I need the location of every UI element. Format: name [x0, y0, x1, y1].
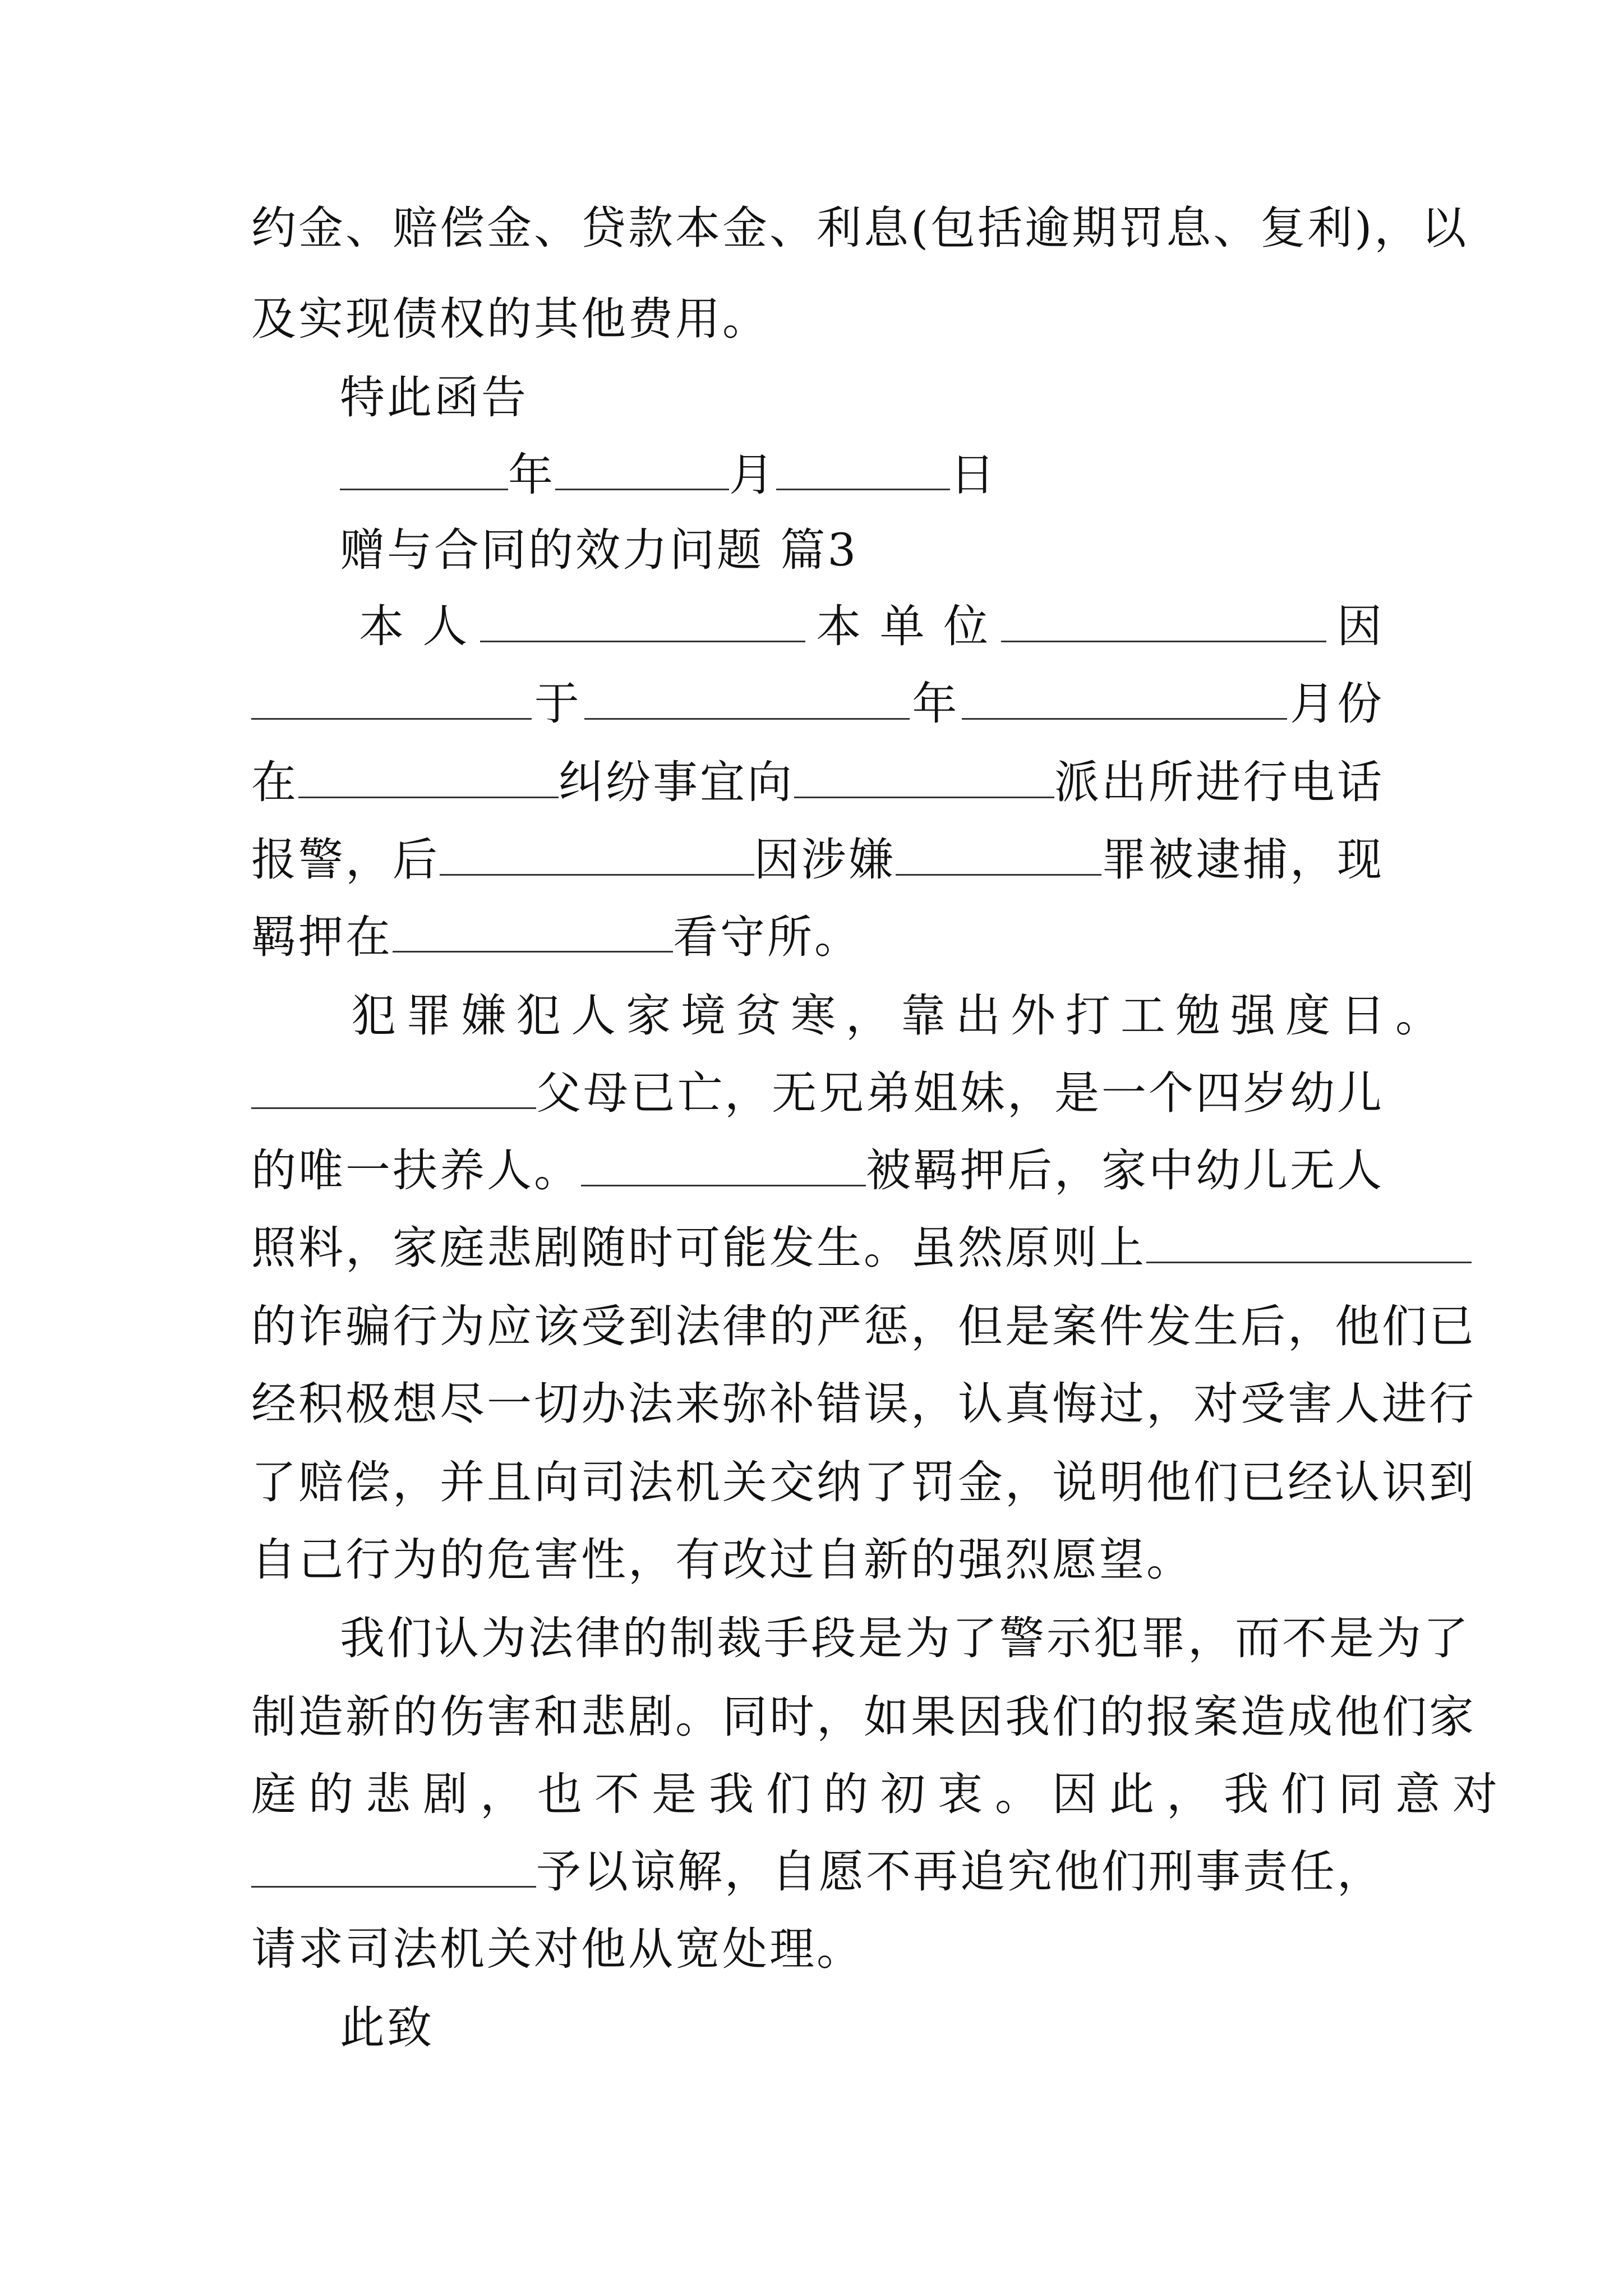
line-text: 了赔偿，并且向司法机关交纳了罚金，说明他们已经认识到: [251, 1456, 1476, 1508]
line-text: 经积极想尽一切办法来弥补错误，认真悔过，对受害人进行: [251, 1378, 1476, 1430]
line-text: 特此函告: [340, 371, 528, 424]
text-line: [251, 1217, 1384, 1279]
line-text: 纠纷事宜向: [559, 756, 794, 808]
line-text: 因涉嫌: [754, 834, 896, 886]
crime-blank[interactable]: [896, 835, 1101, 876]
text-line: [251, 1686, 1476, 1748]
month-blank[interactable]: [962, 679, 1287, 720]
text-line: [251, 907, 1384, 968]
salutation: [340, 1997, 1384, 2059]
text-line: [251, 1918, 1384, 1980]
text-line: [251, 197, 1469, 259]
text-line: [251, 1529, 1384, 1591]
line-text: 的诈骗行为应该受到法律的严惩，但是案件发生后，他们已: [251, 1300, 1476, 1352]
line-text: 此致: [340, 2001, 434, 2054]
line-text: 及实现债权的其他费用。: [251, 293, 769, 345]
line-text: 年: [508, 449, 555, 501]
line-text: 犯罪嫌犯人家境贫寒，靠出外打工勉强度日。: [351, 990, 1450, 1042]
text-line: [251, 1841, 1384, 1903]
text-line: [351, 985, 1450, 1047]
police-station-blank[interactable]: [794, 757, 1054, 798]
line-text: 月: [729, 449, 776, 501]
suspect-blank[interactable]: [1146, 1222, 1472, 1263]
line-text: 月份: [1289, 678, 1384, 730]
line-text: 本 人: [359, 600, 470, 652]
line-text: 予以谅解，自愿不再追究他们刑事责任，: [536, 1846, 1384, 1898]
suspect-blank[interactable]: [251, 1068, 536, 1109]
line-text: 罪被逮捕，现: [1101, 834, 1384, 886]
text-line: [251, 1296, 1476, 1358]
suspect-blank[interactable]: [440, 835, 754, 876]
line-text: 请求司法机关对他从宽处理。: [251, 1923, 864, 1975]
line-text: 年: [912, 678, 960, 730]
line-text: 因: [1336, 600, 1384, 652]
line-text: 的唯一扶养人。: [251, 1144, 581, 1197]
text-line: [251, 1062, 1384, 1124]
closing-phrase: [340, 367, 1384, 429]
line-text: 日: [950, 449, 997, 501]
line-text: 父母已亡，无兄弟姐妹，是一个四岁幼儿: [536, 1067, 1384, 1119]
text-line: [251, 1140, 1384, 1202]
name-blank[interactable]: [480, 601, 805, 642]
line-text: 在: [251, 756, 298, 808]
text-line: [359, 596, 1384, 657]
year-blank[interactable]: [584, 679, 910, 720]
suspect-blank[interactable]: [251, 1847, 536, 1888]
section-heading: [340, 519, 1384, 581]
text-line: [340, 1608, 1470, 1669]
line-text: 照料，家庭悲剧随时可能发生。虽然原则上: [251, 1222, 1146, 1274]
line-text: 庭的悲剧，也不是我们的初衷。因此，我们同意对: [251, 1768, 1510, 1820]
text-line: [251, 1373, 1476, 1435]
text-line: [251, 673, 1384, 735]
text-line: [251, 752, 1384, 813]
dispute-blank[interactable]: [298, 757, 559, 798]
line-text: 自己行为的危害性，有改过自新的强烈愿望。: [251, 1534, 1193, 1586]
text-line: [251, 288, 1384, 350]
reason-blank[interactable]: [251, 679, 532, 720]
line-text: 报警，后: [251, 834, 440, 886]
date-line: [340, 444, 1384, 506]
month-blank[interactable]: [555, 449, 729, 490]
line-text: 派出所进行电话: [1054, 756, 1384, 808]
unit-blank[interactable]: [1001, 601, 1326, 642]
line-text: 本 单 位: [816, 600, 991, 652]
line-text: 赠与合同的效力问题 篇3: [340, 524, 859, 576]
suspect-blank[interactable]: [581, 1145, 866, 1186]
text-line: [251, 1764, 1510, 1825]
line-text: 看守所。: [673, 911, 861, 963]
line-text: 约金、赔偿金、贷款本金、利息(包括逾期罚息、复利)，以: [251, 202, 1469, 254]
line-text: 制造新的伤害和悲剧。同时，如果因我们的报案造成他们家: [251, 1691, 1476, 1743]
line-text: 羁押在: [251, 911, 393, 963]
text-line: [251, 1452, 1476, 1513]
day-blank[interactable]: [776, 449, 950, 490]
detention-center-blank[interactable]: [393, 912, 673, 953]
line-text: 我们认为法律的制裁手段是为了警示犯罪，而不是为了: [340, 1612, 1470, 1664]
line-text: 于: [534, 678, 582, 730]
line-text: 被羁押后，家中幼儿无人: [866, 1144, 1384, 1197]
year-blank[interactable]: [340, 449, 508, 490]
text-line: [251, 829, 1384, 891]
